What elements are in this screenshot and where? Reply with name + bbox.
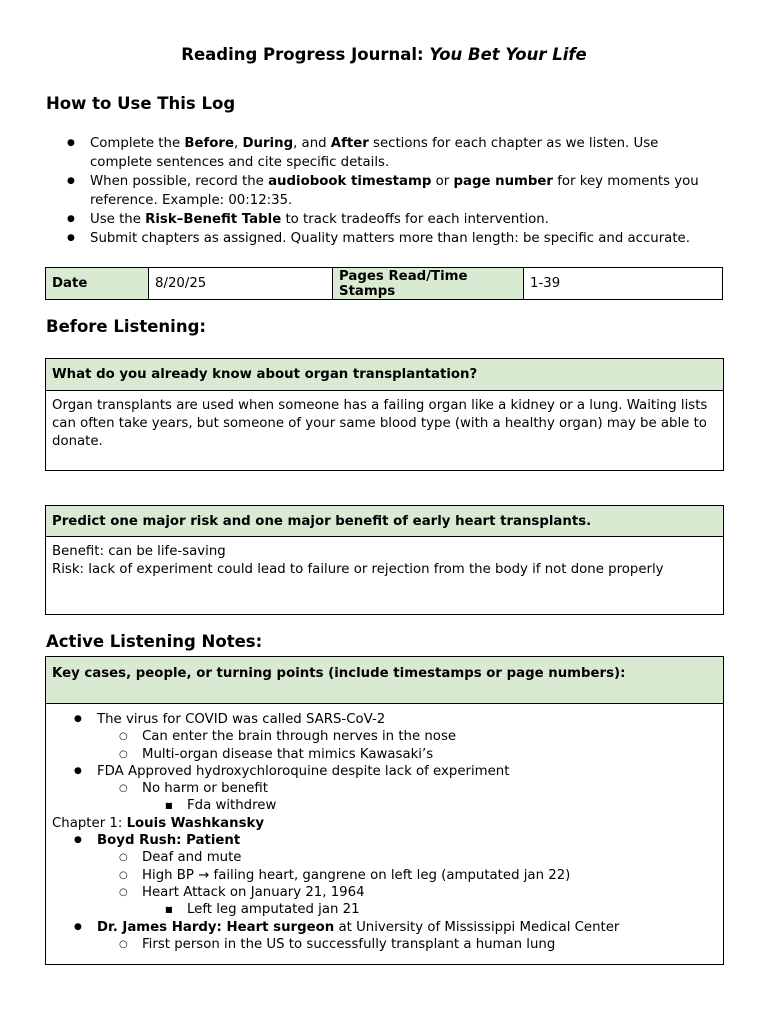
list-item: ● Use the Risk–Benefit Table to track tradeoffs for each intervention.: [46, 210, 706, 229]
how-to-heading: How to Use This Log: [46, 94, 236, 113]
book-title: You Bet Your Life: [429, 45, 587, 64]
benefit-line: Benefit: can be life-saving: [52, 544, 226, 559]
list-item: ○ Can enter the brain through nerves in the nose: [52, 728, 717, 745]
list-item: ● When possible, record the audiobook timestamp or page number for key moments you reference. Example: 00:12:35.: [46, 172, 706, 210]
notes-box: [45, 656, 724, 965]
list-item: ○ First person in the US to successfully transplant a human lung: [52, 936, 717, 953]
prediction-answer[interactable]: [46, 537, 723, 585]
pages-label: Pages Read/Time Stamps: [333, 268, 524, 300]
notes-question: Key cases, people, or turning points (include timestamps or page numbers):: [46, 657, 723, 704]
notes-body[interactable]: [46, 704, 723, 953]
prediction-box: [45, 505, 724, 615]
pages-value[interactable]: 1-39: [524, 268, 723, 300]
list-item: ● FDA Approved hydroxychloroquine despite lack of experiment: [52, 763, 717, 780]
list-item: ○ Heart Attack on January 21, 1964: [52, 884, 717, 901]
page-title: Reading Progress Journal: You Bet Your Life: [181, 45, 587, 64]
list-item: ○ Deaf and mute: [52, 849, 717, 866]
list-item: ● Dr. James Hardy: Heart surgeon at University of Mississippi Medical Center: [52, 919, 717, 936]
prediction-question: Predict one major risk and one major benefit of early heart transplants.: [46, 506, 723, 537]
list-item: ○ High BP → failing heart, gangrene on left leg (amputated jan 22): [52, 867, 717, 884]
prior-knowledge-box: [45, 358, 724, 471]
prior-knowledge-answer[interactable]: Organ transplants are used when someone has a failing organ like a kidney or a lung. Waiting lists can often take years, but someone of your same blood type (with a healthy organ) may be able to donate.: [52, 398, 708, 449]
list-item: ○ Multi-organ disease that mimics Kawasaki’s: [52, 746, 717, 763]
list-item: ● Submit chapters as assigned. Quality matters more than length: be specific and accurate.: [46, 229, 706, 248]
date-label: Date: [46, 268, 149, 300]
list-item: ■ Fda withdrew: [52, 797, 717, 814]
list-item: ● Complete the Before, During, and After sections for each chapter as we listen. Use complete sentences and cite specific details.: [46, 134, 706, 172]
list-item: ● Boyd Rush: Patient: [52, 832, 717, 849]
date-value[interactable]: 8/20/25: [149, 268, 333, 300]
date-pages-table: [45, 267, 723, 300]
prior-knowledge-question: What do you already know about organ transplantation?: [46, 359, 723, 391]
active-heading: Active Listening Notes:: [46, 632, 263, 651]
list-item: ■ Left leg amputated jan 21: [52, 901, 717, 918]
before-heading: Before Listening:: [46, 317, 206, 336]
chapter-line: Chapter 1: Louis Washkansky: [52, 815, 264, 831]
risk-line: Risk: lack of experiment could lead to failure or rejection from the body if not done properly: [52, 562, 664, 577]
list-item: ● The virus for COVID was called SARS-CoV-2: [52, 711, 717, 728]
list-item: ○ No harm or benefit: [52, 780, 717, 797]
instructions-list: [46, 134, 706, 248]
